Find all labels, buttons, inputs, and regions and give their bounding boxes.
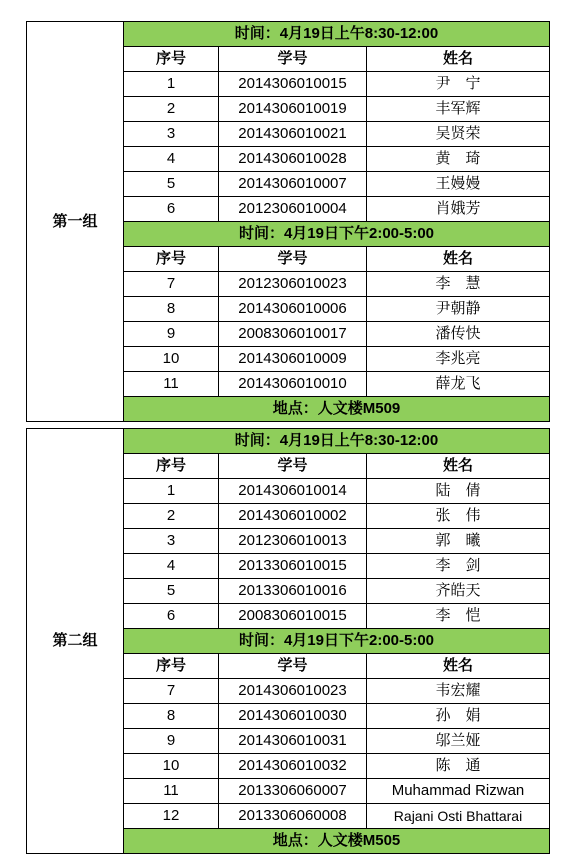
cell-student-id: 2014306010002 bbox=[219, 504, 367, 529]
cell-index: 4 bbox=[124, 554, 219, 579]
session-time-row bbox=[27, 429, 550, 454]
header-name: 姓名 bbox=[367, 47, 550, 72]
cell-student-id: 2013306010015 bbox=[219, 554, 367, 579]
cell-name: 韦宏耀 bbox=[367, 679, 550, 704]
cell-student-id: 2014306010030 bbox=[219, 704, 367, 729]
cell-index: 9 bbox=[124, 729, 219, 754]
header-student-id: 学号 bbox=[219, 454, 367, 479]
cell-name: 潘传快 bbox=[367, 322, 550, 347]
cell-index: 9 bbox=[124, 322, 219, 347]
cell-student-id: 2014306010019 bbox=[219, 97, 367, 122]
cell-index: 10 bbox=[124, 347, 219, 372]
cell-student-id: 2014306010007 bbox=[219, 172, 367, 197]
cell-index: 6 bbox=[124, 604, 219, 629]
cell-index: 6 bbox=[124, 197, 219, 222]
cell-student-id: 2014306010028 bbox=[219, 147, 367, 172]
cell-index: 4 bbox=[124, 147, 219, 172]
cell-student-id: 2012306010004 bbox=[219, 197, 367, 222]
cell-index: 10 bbox=[124, 754, 219, 779]
cell-name: 李 慧 bbox=[367, 272, 550, 297]
cell-name: 李兆亮 bbox=[367, 347, 550, 372]
header-name: 姓名 bbox=[367, 654, 550, 679]
header-name: 姓名 bbox=[367, 247, 550, 272]
cell-index: 11 bbox=[124, 372, 219, 397]
location: 地点：人文楼M505 bbox=[124, 829, 550, 854]
header-index: 序号 bbox=[124, 654, 219, 679]
cell-student-id: 2014306010009 bbox=[219, 347, 367, 372]
group-name: 第二组 bbox=[27, 429, 124, 854]
cell-student-id: 2012306010023 bbox=[219, 272, 367, 297]
group-name: 第一组 bbox=[27, 22, 124, 422]
cell-student-id: 2014306010032 bbox=[219, 754, 367, 779]
cell-index: 7 bbox=[124, 272, 219, 297]
cell-name: 肖娥芳 bbox=[367, 197, 550, 222]
session-time-row bbox=[27, 22, 550, 47]
cell-index: 2 bbox=[124, 97, 219, 122]
cell-student-id: 2013306060008 bbox=[219, 804, 367, 829]
header-index: 序号 bbox=[124, 247, 219, 272]
location: 地点：人文楼M509 bbox=[124, 397, 550, 422]
cell-student-id: 2008306010015 bbox=[219, 604, 367, 629]
cell-name: 尹朝静 bbox=[367, 297, 550, 322]
cell-name: 李 剑 bbox=[367, 554, 550, 579]
cell-index: 5 bbox=[124, 579, 219, 604]
session-time: 时间：4月19日下午2:00-5:00 bbox=[124, 222, 550, 247]
cell-index: 2 bbox=[124, 504, 219, 529]
header-index: 序号 bbox=[124, 454, 219, 479]
cell-index: 5 bbox=[124, 172, 219, 197]
cell-student-id: 2013306060007 bbox=[219, 779, 367, 804]
session-time: 时间：4月19日上午8:30-12:00 bbox=[124, 22, 550, 47]
cell-student-id: 2014306010014 bbox=[219, 479, 367, 504]
cell-student-id: 2014306010031 bbox=[219, 729, 367, 754]
cell-student-id: 2014306010023 bbox=[219, 679, 367, 704]
header-name: 姓名 bbox=[367, 454, 550, 479]
cell-name: 齐皓天 bbox=[367, 579, 550, 604]
cell-name: 郭 曦 bbox=[367, 529, 550, 554]
cell-name: 黄 琦 bbox=[367, 147, 550, 172]
header-student-id: 学号 bbox=[219, 654, 367, 679]
cell-index: 7 bbox=[124, 679, 219, 704]
cell-name: 孙 娟 bbox=[367, 704, 550, 729]
cell-index: 11 bbox=[124, 779, 219, 804]
cell-index: 3 bbox=[124, 122, 219, 147]
cell-name: 尹 宁 bbox=[367, 72, 550, 97]
cell-name: 陆 倩 bbox=[367, 479, 550, 504]
group-table-1 bbox=[26, 21, 550, 422]
cell-student-id: 2014306010010 bbox=[219, 372, 367, 397]
cell-index: 3 bbox=[124, 529, 219, 554]
cell-student-id: 2012306010013 bbox=[219, 529, 367, 554]
cell-student-id: 2014306010021 bbox=[219, 122, 367, 147]
header-index: 序号 bbox=[124, 47, 219, 72]
cell-student-id: 2008306010017 bbox=[219, 322, 367, 347]
header-student-id: 学号 bbox=[219, 247, 367, 272]
session-time: 时间：4月19日上午8:30-12:00 bbox=[124, 429, 550, 454]
cell-name: 张 伟 bbox=[367, 504, 550, 529]
group-table-2 bbox=[26, 428, 550, 854]
cell-name: 邬兰娅 bbox=[367, 729, 550, 754]
cell-index: 12 bbox=[124, 804, 219, 829]
cell-name: 丰军辉 bbox=[367, 97, 550, 122]
cell-index: 1 bbox=[124, 479, 219, 504]
cell-name: Rajani Osti Bhattarai bbox=[367, 804, 550, 829]
cell-name: 陈 通 bbox=[367, 754, 550, 779]
cell-index: 8 bbox=[124, 297, 219, 322]
session-time: 时间：4月19日下午2:00-5:00 bbox=[124, 629, 550, 654]
cell-index: 8 bbox=[124, 704, 219, 729]
cell-index: 1 bbox=[124, 72, 219, 97]
cell-student-id: 2013306010016 bbox=[219, 579, 367, 604]
cell-name: 王嫚嫚 bbox=[367, 172, 550, 197]
cell-name: 吴贤荣 bbox=[367, 122, 550, 147]
cell-name: Muhammad Rizwan bbox=[367, 779, 550, 804]
cell-student-id: 2014306010015 bbox=[219, 72, 367, 97]
cell-name: 李 恺 bbox=[367, 604, 550, 629]
cell-name: 薛龙飞 bbox=[367, 372, 550, 397]
header-student-id: 学号 bbox=[219, 47, 367, 72]
cell-student-id: 2014306010006 bbox=[219, 297, 367, 322]
